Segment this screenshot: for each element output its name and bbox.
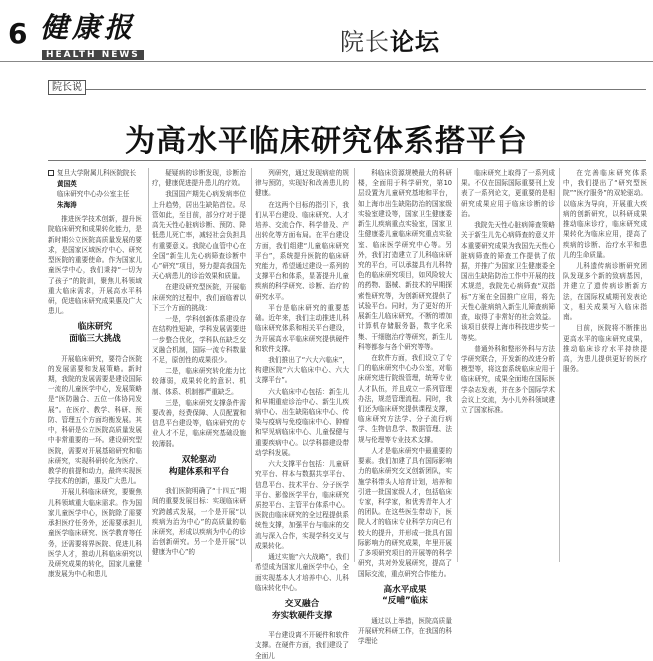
paragraph: 平台是临床研究的重要基础。近年来，我们主动推进儿科临床研究体系和相关平台建设，为开展高水平临床研究提供硬件和软件支撑。 [255,303,349,353]
paragraph: 二是，临床研究转化能力比较薄弱，成果转化的意识、机制、体系、机制都严重缺乏。 [152,367,246,396]
article-column-6 [563,168,647,562]
masthead-english: HEALTH NEWS [42,50,144,60]
paragraph: 我们医院明确了“十四五”期间的重要发展目标：实现临床研究跨越式发展，一个是开展“以疾病为治为中心”的高质量的临床研究，形成以疾病为中心的诊治创新研究。另一个是开展“以健康为中心”的 [152,487,246,557]
article-column-4 [358,168,452,646]
paragraph: 六大支撑平台包括：儿童研究平台、样本与数据共享平台、信息平台、技术平台、分子医学平台、影像医学平台，临床研究质控平台、主管平台体系中心。医院由临床研究的全过程提供系统性支撑，加强平台与临床的交流与深入合作，实现学科交叉与成果转化。 [255,460,349,550]
subheading-line: 面临三大挑战 [69,333,121,344]
article-column-5 [461,168,555,562]
paragraph: 一是，学科创新体系建设存在结构性短缺，学科发展需要进一步整合优化，学科队伍缺乏交叉融合机制，国际一流专科数量不足，原创性的成果很少。 [152,315,246,364]
paragraph: 通过以上举措，医院高质量开展研究科研工作，在我国的科学理论 [358,616,452,646]
headline: 为高水平临床研究体系搭平台 [125,124,528,159]
column-tag: 院长说 [48,80,86,95]
paragraph: 六大临床中心包括：新生儿和早期重症诊治中心、新生儿疾病中心、出生缺陷临床中心、传染与疫病与免疫临床中心、肿瘤和罕见病临床中心、儿童保健与重要疾病中心。以学科群建设带动学科发展。 [255,387,349,457]
byline-author: 黄国英 [57,179,77,188]
paragraph: 开展临床研究，要符合医院的发展需要和发展策略。新时期，我院的发展需要是建设国际一流的儿童医学中心，发展策略是“医防融合、五位一体协同发展”。在医疗、教学、科研、预防、管理五个方面均衡发展。其中，科研是公立医院高质量发展中非常重要的一环。建设研究型医院，需要对开展基础研究和临床研究，实现科研转化为医疗、教学的前提和动力，最终实现医学技术的创新，惠及广大患儿。 [48,354,142,486]
subheading-line: 临床研究 [77,322,113,333]
subheading [255,599,349,622]
page-header [0,0,653,62]
paragraph: 平台建设离不开硬件和软件支撑。在硬件方面，我们建设了全面儿 [255,631,349,660]
paragraph: 人才是临床研究中最重要的要素。我们加建了具有国际影响力的临床研究交叉创新团队，实施学科带头人培育计划，培养和引进一批国家级人才，包括临床专家，科学家，和优秀青年人才的团队。在这些医生带动下，医院人才的临床专业科学方向已有较大的提升，并形成一批具有国际影响力的研究成果，年里开展了多项研究项目的开展等的科学研究，共对外发展研究，提高了国际交流，重点研究合作能力。 [358,446,452,578]
paragraph: 普通外科和整形外科与方法学研究联合，开发新的改进分析模型等，将这套系统临床应用于临床研究，成果全面地在国际医学杂志发表，并在多个国际学术会议上交流，为小儿外科领域建立了国家标准。 [461,344,555,415]
byline-author: 朱海涛 [57,200,77,209]
paragraph: 三是，临床研究支撑条件需要改善，经费保障、人员配置和信息平台建设等，临床研究的专业人才不足，临床研究基础设施较薄弱。 [152,398,246,448]
subheading-line: “反哺”临床 [382,596,428,607]
paragraph: 在完善临床研究体系中，我们提出了“研究型医院”“医疗服务”的双轮驱动。以临床为导向，开展重大疾病的创新研究，以科研成果推动临床诊疗，临床研究成果转化为临床应用，提高了疾病的诊断、治疗水平和患儿的生命质量。 [563,169,647,259]
subheading-line: 构建体系和平台 [168,466,230,477]
paragraph: 我院先天性心脏病筛查策略关于新生儿先心病筛查的意义并本重要研究成果为我国先天性心脏病筛查的筛查工作提供了依据，并推广为国家卫生健康委全国出生缺陷防治工作中开展的技术规范，我院先心病筛查“双指标”方案在全国推广应用，将先天性心脏病纳入新生儿筛查病筛查，取得了非常好的社会效益。该项目获得上海市科技进步奖一等奖。 [461,221,555,342]
paragraph: 临床研究上取得了一系列成果。不仅在国际国际重要刊上发表了一系列论文，更重要的是相研究成果应用于临床诊断的诊治。 [461,169,555,218]
column-divider [559,168,560,562]
byline [48,168,142,210]
paragraph: 疑疑病的诊断发现，诊断治疗，健康促进提升患儿的疗效。 [152,169,246,188]
article-column-2 [152,168,246,562]
paragraph: 儿科遗传病诊断研究团队发现多个新的致病基因，并建立了遗传病诊断新方法，在国际权威期刊发表论文，相关成果写入临床指南。 [563,261,647,322]
section-main: 论坛 [390,27,440,56]
paragraph: 在这两个目标的指引下，我们从平台建设、临床研究、人才培养、交流合作、科学普及、产出转化等方面布局。在平台建设方面，我们组建“儿童临床研究平台”，系统提升医院的临床研究能力，希望通过建设一系列的支撑平台和体系，显著提升儿童疾病的科学研究、诊断、治疗的研究水平。 [255,200,349,301]
subheading [152,455,246,478]
paragraph: 开展儿科临床研究，要聚焦儿科领域重大临床需求。作为国家儿童医学中心，医院除了需要承担医疗任务外，还需要承担儿童医学临床研究、医学教育等任务，还需要将界医院、促进儿科医学人才，推动儿科临床研究以及研究成果的转化，国家儿童健康发展为中心和患儿 [48,488,142,579]
subheading [358,585,452,608]
paragraph: 在软件方面，我们设立了专门的临床研究中心办公室，对临床研究进行院级管理，统筹专业人才队伍，并且成立一系列管理办法，规范管理流程。同时，我们还为临床研究提供课程支撑，临床研究方法学、分子流行病学、生物信息学、数据管理、法规与伦理等专业技术支撑。 [358,353,452,444]
article-column-3 [255,168,349,660]
square-bullet-icon [48,170,54,176]
subheading-line: 夯实软硬件支撑 [271,610,333,621]
tag-divider [86,89,646,90]
paragraph: 推进医学技术创新，提升医院临床研究和成果转化能力，是新时期公立医院高质量发展的要求，是国家区域医疗中心、研究型医院的重要使命。作为国家儿童医学中心，我们秉持“一切为了孩子”的院训，聚焦儿科领域重大临床需求，开展高水平科研，促进临床研究成果惠及广大患儿。 [48,215,142,316]
section-prefix: 院长 [340,28,390,56]
headline-divider [48,160,646,161]
paragraph: 我们推出了“六大六临床”，构建医院“六大临床中心、六大支撑平台”。 [255,355,349,385]
paragraph: 列研究，通过发现病症的规律与预防，实现好和改善患儿的健康。 [255,169,349,198]
subheading-line: 高水平成果 [383,584,427,595]
column-divider [148,168,149,562]
column-divider [354,168,355,562]
paragraph: 我国国产期先心病发病率位上升趋势，居出生缺陷首位。尽管如此，至目前，部分疗对于提高先天性心脏病诊断、预防、降低患儿死亡率，减轻社会负担具有重要意义。我院心血管中心在全国“新生儿先心病筛查诊断中心”研究”项目，努力提高我国先天心病患儿的诊治效果和质量。 [152,190,246,281]
column-divider [251,168,252,562]
column-divider [457,168,458,562]
masthead: 健康报 [40,11,137,44]
article-column-1 [48,168,142,579]
section-title [340,22,440,57]
paragraph: 通过实施“六大战略”，我们希望成为国家儿童医学中心，全面实现基本人才培养中心、儿科临床转化中心。 [255,553,349,592]
page-number: 6 [8,17,28,50]
paragraph: 目前，医院将不断推出更高水平的临床研究成果，推动临床诊疗水平持续提高，为患儿提供更好的医疗服务。 [563,324,647,374]
subheading-line: 双轮驱动 [181,454,217,465]
paragraph: 在建设研究型医院，开展临床研究的过程中，我们面临着以下三个方面的挑战： [152,283,246,312]
byline-institution: 复旦大学附属儿科医院院长 [57,169,137,177]
subheading-line: 交叉融合 [284,598,320,609]
byline-author-title: 临床研究中心办公室主任 [57,190,130,199]
subheading [48,322,142,345]
paragraph: 科临床资源规模最大的科研楼，全面用于科学研究，第10层设置为儿童研究基地和平台，如上海市出生缺陷防治的国家级实验室建设等，国家卫生健康委新生儿疾病重点实验室，国家卫生健康委儿童临床研究重点实验室、临床医学研究中心等。另外，我们打造建立了儿科临床研究的平台，可以承接具有儿科特色的临床研究项目，如风险较大的药物、器械、新技术的早期探索性研究等，为创新研究提供了试验平台。同时，为了更好的开展新生儿临床研究，不断的增加计算机存储服务器，数字化采集、干细胞治疗等研究，新生儿科等都参与各个研究等等。 [358,169,452,351]
